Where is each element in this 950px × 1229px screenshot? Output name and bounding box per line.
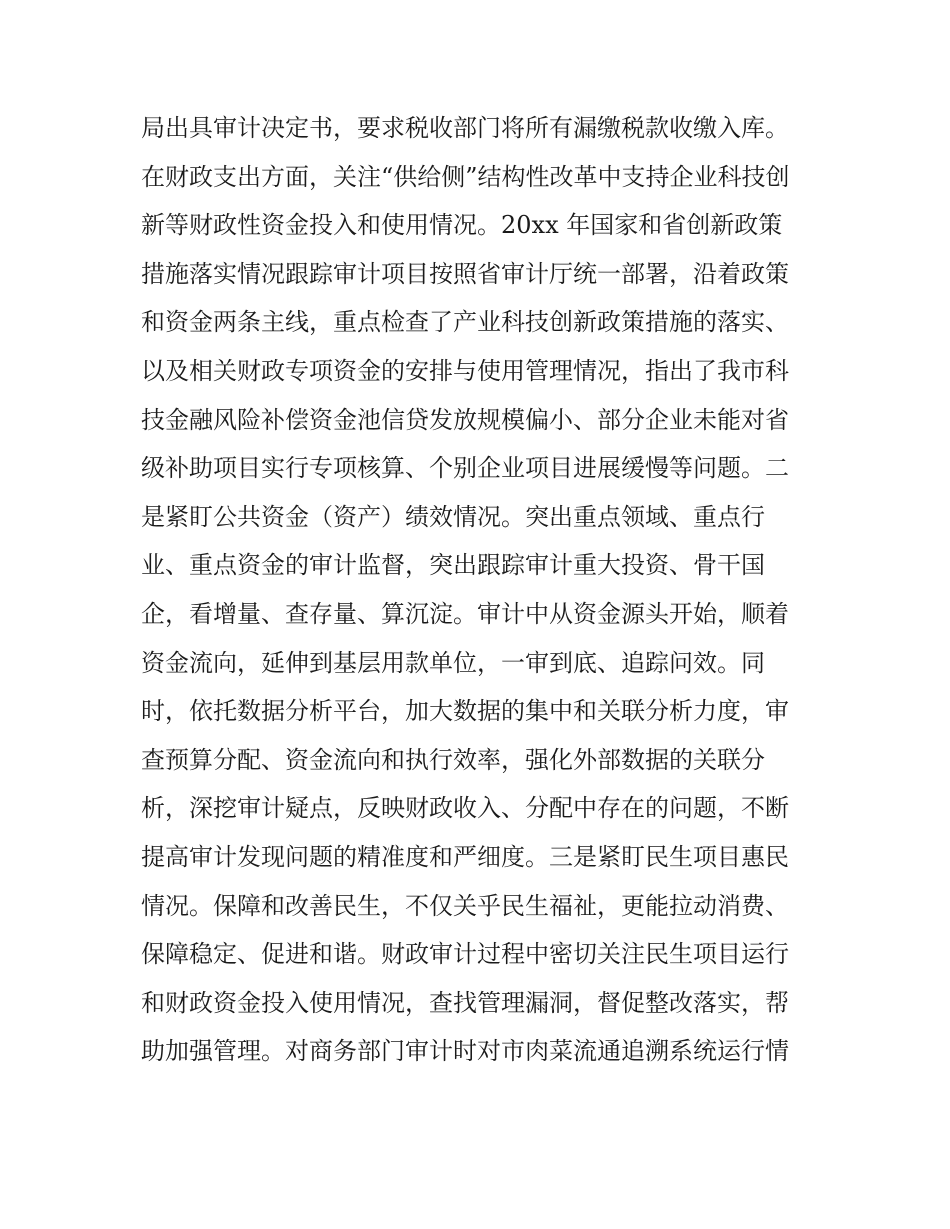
text-line-7: 技金融风险补偿资金池信贷发放规模偏小、部分企业未能对省 bbox=[141, 405, 789, 434]
text-line-18: 保障稳定、促进和谐。财政审计过程中密切关注民生项目运行 bbox=[141, 940, 789, 969]
text-line-15: 析，深挖审计疑点，反映财政收入、分配中存在的问题，不断 bbox=[141, 794, 789, 823]
text-line-17: 情况。保障和改善民生，不仅关乎民生福祉，更能拉动消费、 bbox=[141, 891, 789, 920]
text-line-20: 助加强管理。对商务部门审计时对市肉菜流通追溯系统运行情 bbox=[141, 1037, 789, 1066]
text-line-10: 业、重点资金的审计监督，突出跟踪审计重大投资、骨干国 bbox=[141, 551, 765, 580]
body-text bbox=[141, 104, 821, 1076]
text-line-2: 在财政支出方面，关注“供给侧”结构性改革中支持企业科技创 bbox=[141, 162, 790, 191]
text-line-8: 级补助项目实行专项核算、个别企业项目进展缓慢等问题。二 bbox=[141, 454, 789, 483]
text-line-12: 资金流向，延伸到基层用款单位，一审到底、追踪问效。同 bbox=[141, 648, 765, 677]
text-line-1: 局出具审计决定书，要求税收部门将所有漏缴税款收缴入库。 bbox=[141, 114, 789, 142]
text-line-16: 提高审计发现问题的精准度和严细度。三是紧盯民生项目惠民 bbox=[141, 842, 789, 871]
text-line-11: 企，看增量、查存量、算沉淀。审计中从资金源头开始，顺着 bbox=[141, 599, 789, 628]
text-line-9: 是紧盯公共资金（资产）绩效情况。突出重点领域、重点行 bbox=[141, 502, 765, 531]
text-line-5: 和资金两条主线，重点检查了产业科技创新政策措施的落实、 bbox=[141, 308, 789, 337]
text-line-4: 措施落实情况跟踪审计项目按照省审计厅统一部署，沿着政策 bbox=[141, 259, 789, 288]
text-line-6: 以及相关财政专项资金的安排与使用管理情况，指出了我市科 bbox=[141, 356, 789, 385]
text-line-14: 查预算分配、资金流向和执行效率，强化外部数据的关联分 bbox=[141, 745, 765, 774]
text-line-19: 和财政资金投入使用情况，查找管理漏洞，督促整改落实，帮 bbox=[141, 988, 789, 1017]
text-line-13: 时，依托数据分析平台，加大数据的集中和关联分析力度，审 bbox=[141, 697, 789, 726]
text-line-3: 新等财政性资金投入和使用情况。20xx 年国家和省创新政策 bbox=[141, 211, 783, 240]
